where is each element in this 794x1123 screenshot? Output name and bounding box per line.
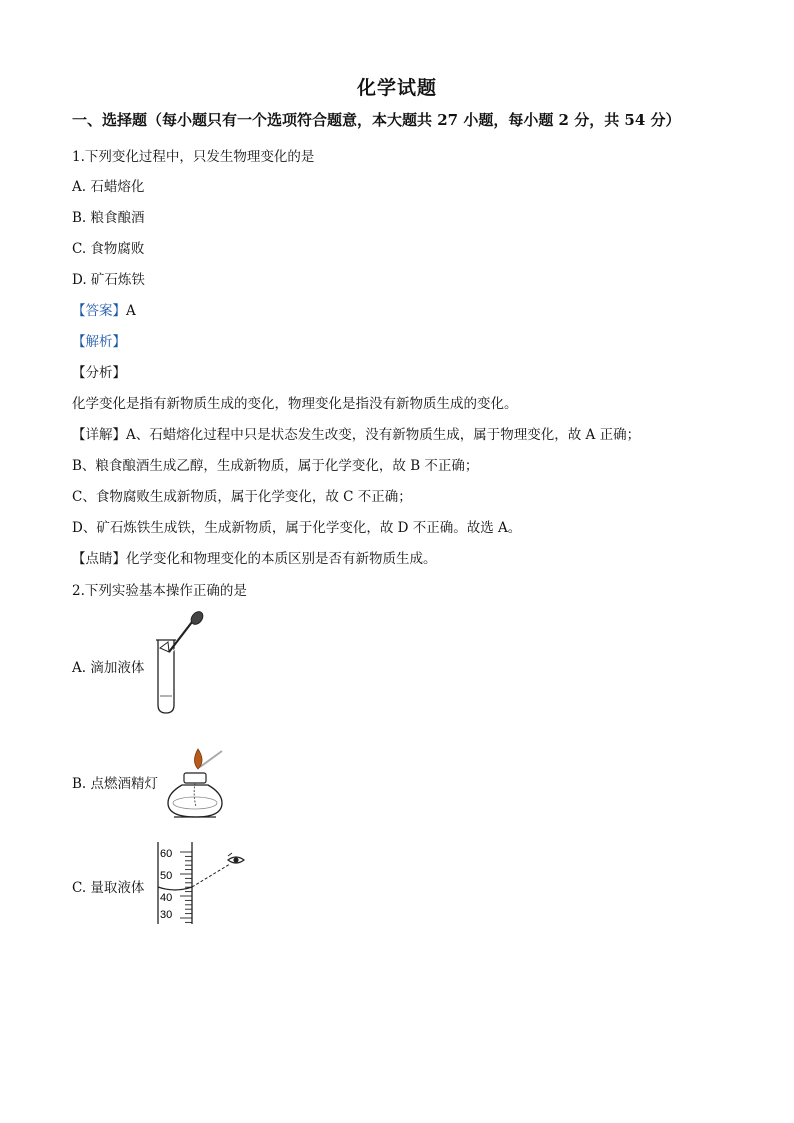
fenxi-text: 化学变化是指有新物质生成的变化，物理变化是指没有新物质生成的变化。 [72, 396, 518, 412]
cyl-label-30: 30 [160, 909, 173, 921]
answer-tag: 【答案】 [72, 303, 126, 319]
alcohol-lamp-illustration [160, 745, 240, 825]
cyl-label-60: 60 [160, 848, 173, 860]
fenxi-tag: 【分析】 [72, 365, 126, 381]
detail-text-a: A、石蜡熔化过程中只是状态发生改变，没有新物质生成，属于物理变化，故 A 正确； [126, 427, 641, 443]
q2-option-a: A. 滴加液体 [72, 660, 145, 676]
q1-answer [72, 299, 136, 319]
dianjing-tag: 【点睛】 [72, 551, 126, 567]
detail-line-c: C、食物腐败生成新物质，属于化学变化，故 C 不正确； [72, 489, 412, 505]
q1-stem: 1.下列变化过程中，只发生物理变化的是 [72, 149, 315, 165]
q2-option-b: B. 点燃酒精灯 [72, 776, 159, 792]
analysis-tag: 【解析】 [72, 334, 126, 350]
q1-option-a: A. 石蜡熔化 [72, 179, 145, 195]
dianjing-text: 化学变化和物理变化的本质区别是否有新物质生成。 [126, 551, 437, 567]
q1-option-d: D. 矿石炼铁 [72, 272, 145, 288]
dropper-test-tube-illustration [150, 610, 210, 720]
q1-option-b: B. 粮食酿酒 [72, 210, 145, 226]
section-heading: 一、选择题（每小题只有一个选项符合题意，本大题共 27 小题，每小题 2 分，共 54 分） [72, 111, 681, 129]
page-title: 化学试题 [356, 77, 437, 99]
detail-line-a [72, 423, 640, 443]
detail-line-d: D、矿石炼铁生成铁，生成新物质，属于化学变化，故 D 不正确。故选 A。 [72, 520, 522, 536]
cyl-label-40: 40 [160, 892, 173, 904]
eye-icon [228, 853, 244, 863]
q2-stem: 2.下列实验基本操作正确的是 [72, 583, 247, 599]
detail-line-b: B、粮食酿酒生成乙醇，生成新物质，属于化学变化，故 B 不正确； [72, 458, 479, 474]
answer-value: A [126, 303, 136, 319]
cyl-label-50: 50 [160, 870, 173, 882]
q2-option-c: C. 量取液体 [72, 880, 145, 896]
dianjing-line [72, 547, 437, 567]
detail-tag: 【详解】 [72, 427, 126, 443]
q1-option-c: C. 食物腐败 [72, 241, 145, 257]
graduated-cylinder-illustration [150, 840, 260, 930]
